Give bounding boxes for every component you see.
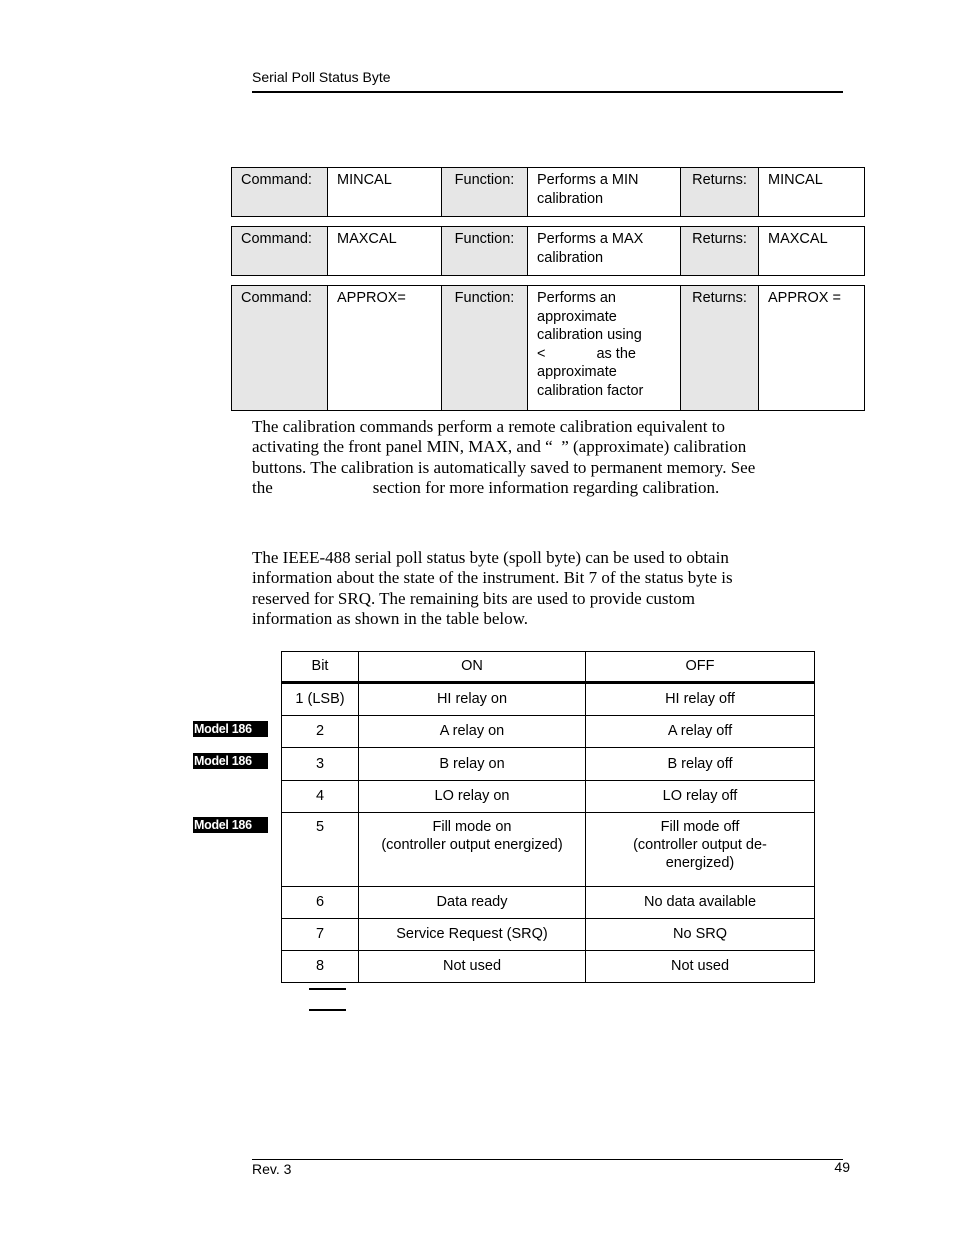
- underline-mark: [309, 1009, 346, 1011]
- function-line: approximate: [537, 308, 617, 325]
- command-table-maxcal: [231, 226, 865, 276]
- table-header-row: [282, 652, 815, 683]
- off-cell-line: energized): [665, 855, 735, 872]
- table-row: [282, 683, 815, 716]
- paragraph-line: The IEEE-488 serial poll status byte (spoll byte) can be used to obtain: [252, 548, 729, 567]
- column-header-on: ON: [359, 652, 586, 683]
- function-line: [537, 345, 671, 364]
- model-186-badge: Model 186: [193, 817, 268, 833]
- returns-label: Returns:: [681, 168, 759, 217]
- on-cell: Service Request (SRQ): [359, 919, 586, 951]
- off-cell-line: Fill mode off: [660, 819, 740, 835]
- returns-label: Returns:: [681, 286, 759, 411]
- paragraph-line: buttons. The calibration is automatically saved to permanent memory. See: [252, 457, 756, 477]
- off-cell: No SRQ: [586, 919, 815, 951]
- on-cell-line: Fill mode on: [432, 819, 512, 835]
- on-cell: B relay on: [359, 748, 586, 781]
- table-row: [282, 748, 815, 781]
- on-cell: Data ready: [359, 887, 586, 919]
- status-bit-table: [281, 651, 815, 983]
- function-value: Performs a MIN calibration: [528, 168, 681, 217]
- table-row: [282, 919, 815, 951]
- function-label: Function:: [442, 286, 528, 411]
- function-line-suffix: as the: [596, 345, 636, 362]
- underline-mark: [309, 988, 346, 990]
- on-cell: [359, 813, 586, 887]
- revision-label: Rev. 3: [252, 1161, 292, 1177]
- column-header-off: OFF: [586, 652, 815, 683]
- command-table-approx: [231, 285, 865, 411]
- command-value: MAXCAL: [328, 227, 442, 276]
- column-header-bit: Bit: [282, 652, 359, 683]
- bit-cell: 7: [282, 919, 359, 951]
- function-label: Function:: [442, 227, 528, 276]
- bit-cell: 6: [282, 887, 359, 919]
- table-row: [282, 781, 815, 813]
- on-cell: A relay on: [359, 716, 586, 748]
- off-cell: No data available: [586, 887, 815, 919]
- command-value: APPROX=: [328, 286, 442, 411]
- on-cell-line: (controller output energized): [381, 837, 563, 854]
- returns-value: MAXCAL: [759, 227, 865, 276]
- model-186-badge: Model 186: [193, 721, 268, 737]
- function-line: Performs an: [537, 290, 616, 306]
- header-rule: [252, 91, 843, 93]
- paragraph-line: reserved for SRQ. The remaining bits are used to provide custom: [252, 588, 695, 608]
- bit-cell: 2: [282, 716, 359, 748]
- paragraph-line: information as shown in the table below.: [252, 609, 529, 629]
- command-label: Command:: [232, 286, 328, 411]
- off-cell: [586, 813, 815, 887]
- model-186-badge: Model 186: [193, 753, 268, 769]
- returns-value: APPROX =: [759, 286, 865, 411]
- function-value: Performs a MAX calibration: [528, 227, 681, 276]
- calibration-paragraph: [252, 417, 852, 499]
- function-line: calibration using: [537, 327, 642, 343]
- on-cell: Not used: [359, 951, 586, 983]
- off-cell: B relay off: [586, 748, 815, 781]
- paragraph-line: activating the front panel MIN, MAX, and “ ” (approximate) calibration: [252, 437, 747, 457]
- paragraph-line: The calibration commands perform a remote calibration equivalent to: [252, 417, 725, 436]
- table-row: [282, 887, 815, 919]
- function-line: approximate: [537, 364, 617, 380]
- spoll-paragraph: [252, 548, 852, 630]
- paragraph-line: information about the state of the instrument. Bit 7 of the status byte is: [252, 568, 733, 588]
- page-header-title: Serial Poll Status Byte: [252, 69, 391, 85]
- command-label: Command:: [232, 227, 328, 276]
- bit-cell: 8: [282, 951, 359, 983]
- page-number: 49: [834, 1159, 850, 1175]
- off-cell: LO relay off: [586, 781, 815, 813]
- off-cell: A relay off: [586, 716, 815, 748]
- off-cell: Not used: [586, 951, 815, 983]
- function-value: [528, 286, 681, 411]
- footer-rule: [252, 1159, 843, 1160]
- table-row: [282, 813, 815, 887]
- command-value: MINCAL: [328, 168, 442, 217]
- bit-cell: 4: [282, 781, 359, 813]
- function-line: calibration factor: [537, 382, 644, 399]
- bit-cell: 5: [282, 813, 359, 887]
- table-row: [282, 951, 815, 983]
- function-line-prefix: <: [537, 345, 546, 362]
- command-table-mincal: [231, 167, 865, 217]
- off-cell-line: (controller output de-: [633, 837, 767, 854]
- paragraph-line-prefix: the: [252, 478, 273, 498]
- table-row: [282, 716, 815, 748]
- command-label: Command:: [232, 168, 328, 217]
- on-cell: HI relay on: [359, 683, 586, 716]
- returns-label: Returns:: [681, 227, 759, 276]
- off-cell: HI relay off: [586, 683, 815, 716]
- bit-cell: 1 (LSB): [282, 683, 359, 716]
- returns-value: MINCAL: [759, 168, 865, 217]
- paragraph-line: [252, 478, 852, 498]
- function-label: Function:: [442, 168, 528, 217]
- bit-cell: 3: [282, 748, 359, 781]
- paragraph-line-suffix: section for more information regarding calibration.: [372, 478, 720, 498]
- on-cell: LO relay on: [359, 781, 586, 813]
